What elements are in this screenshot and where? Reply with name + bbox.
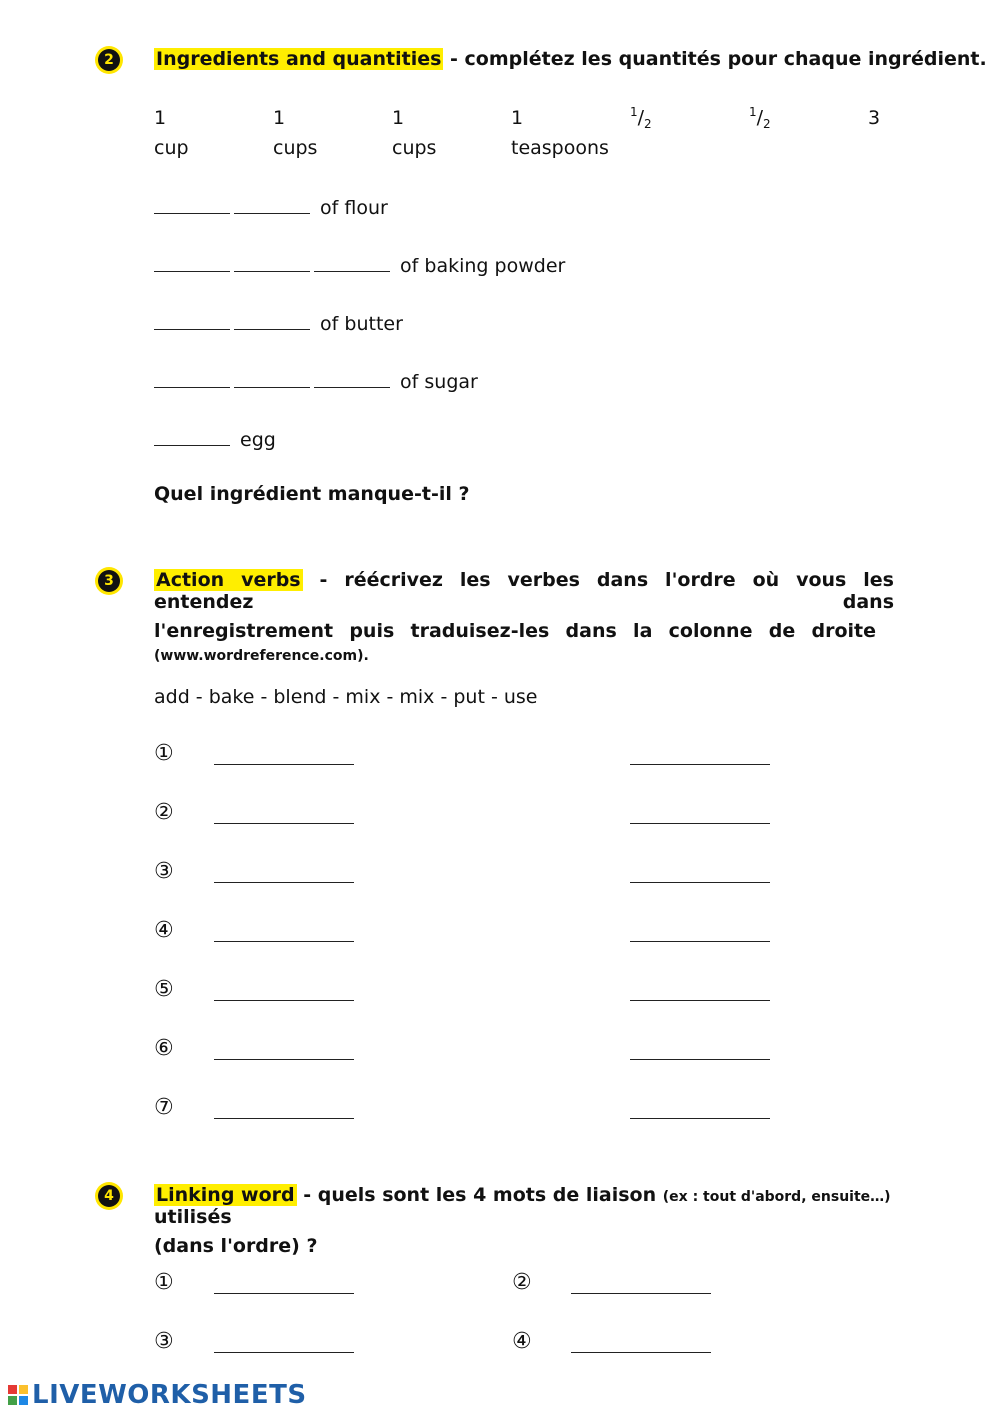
linking-answer-line[interactable] [571,1351,711,1353]
linking-marker-1: ① [154,1270,174,1295]
verb-marker-6: ⑥ [154,1036,174,1061]
verb-answer-line[interactable] [214,763,354,765]
verb-translation-line[interactable] [630,1058,770,1060]
section2-title [154,48,987,70]
verb-marker-2: ② [154,800,174,825]
linking-answer-line[interactable] [571,1292,711,1294]
verb-answer-line[interactable] [214,999,354,1001]
quantity-1-num: 1 [154,107,167,129]
quantity-2-num: 1 [273,107,286,129]
verb-answer-line[interactable] [214,1117,354,1119]
linking-marker-4: ④ [512,1329,532,1354]
answer-blank[interactable] [234,251,310,272]
section4-instruction-a: - quels sont les 4 mots de liaison [296,1184,663,1206]
verb-answer-line[interactable] [214,881,354,883]
ingredient-row-flour [154,193,388,219]
ingredient-row-butter [154,309,403,335]
quantity-5-denominator: 2 [644,117,652,132]
verb-marker-3: ③ [154,859,174,884]
ingredient-label: of flour [320,197,388,219]
linking-marker-2: ② [512,1270,532,1295]
quantity-5-numerator: 1 [630,105,638,119]
answer-blank[interactable] [314,251,390,272]
quantity-4-num: 1 [511,107,524,129]
answer-blank[interactable] [234,367,310,388]
quantity-3-num: 1 [392,107,405,129]
section3-source: (www.wordreference.com). [154,648,369,664]
liveworksheets-logo [8,1380,307,1410]
section4-title [154,1184,904,1257]
quantity-3-unit: cups [392,137,437,159]
linking-answer-line[interactable] [214,1351,354,1353]
section4-example: (ex : tout d'abord, ensuite…) [662,1189,891,1205]
section3-heading: Action verbs [156,569,301,591]
section3-instruction: - réécrivez les verbes dans l'ordre où vous les entendez dans [154,569,894,613]
logo-squares-icon [8,1385,30,1407]
answer-blank[interactable] [154,367,230,388]
section3-instruction-line2: l'enregistrement puis traduisez-les dans la colonne de droite [154,620,876,642]
answer-blank[interactable] [154,309,230,330]
ingredient-label: of sugar [400,371,478,393]
section4-heading: Linking word [156,1184,295,1206]
linking-answer-line[interactable] [214,1292,354,1294]
ingredient-label: egg [240,429,276,451]
quantity-1-unit: cup [154,137,189,159]
section3-title [154,569,894,664]
verb-marker-4: ④ [154,918,174,943]
linking-marker-3: ③ [154,1329,174,1354]
verb-translation-line[interactable] [630,881,770,883]
ingredient-row-egg [154,425,276,451]
verb-answer-line[interactable] [214,1058,354,1060]
answer-blank[interactable] [154,251,230,272]
answer-blank[interactable] [314,367,390,388]
section2-number-badge: 2 [98,49,120,71]
quantity-7-num: 3 [868,107,881,129]
verb-translation-line[interactable] [630,822,770,824]
verb-answer-line[interactable] [214,940,354,942]
verb-marker-5: ⑤ [154,977,174,1002]
verb-translation-line[interactable] [630,763,770,765]
ingredient-label: of butter [320,313,403,335]
verb-marker-1: ① [154,741,174,766]
verb-translation-line[interactable] [630,940,770,942]
answer-blank[interactable] [234,193,310,214]
section4-number-badge: 4 [98,1185,120,1207]
quantity-6-numerator: 1 [749,105,757,119]
quantity-6-denominator: 2 [763,117,771,132]
ingredient-label: of baking powder [400,255,566,277]
logo-text: LIVEWORKSHEETS [32,1380,307,1410]
answer-blank[interactable] [234,309,310,330]
ingredient-row-baking-powder [154,251,565,277]
section3-number-badge: 3 [98,570,120,592]
section4-instruction-line2: (dans l'ordre) ? [154,1235,318,1257]
missing-ingredient-question: Quel ingrédient manque-t-il ? [154,483,470,505]
quantity-5-fraction: $^1/_2$ [630,105,652,132]
section2-instruction: - complétez les quantités pour chaque ingrédient. [443,48,987,70]
verb-answer-line[interactable] [214,822,354,824]
section4-instruction-b: utilisés [154,1206,232,1228]
section4-instruction-line1 [154,1184,904,1228]
quantity-6-fraction: $^1/_2$ [749,105,771,132]
answer-blank[interactable] [154,425,230,446]
section3-instruction-line1 [154,569,894,613]
verb-marker-7: ⑦ [154,1095,174,1120]
verb-bank: add - bake - blend - mix - mix - put - use [154,686,538,708]
verb-translation-line[interactable] [630,999,770,1001]
answer-blank[interactable] [154,193,230,214]
verb-translation-line[interactable] [630,1117,770,1119]
quantity-2-unit: cups [273,137,318,159]
ingredient-row-sugar [154,367,478,393]
quantity-4-unit: teaspoons [511,137,609,159]
section2-heading: Ingredients and quantities [156,48,442,70]
